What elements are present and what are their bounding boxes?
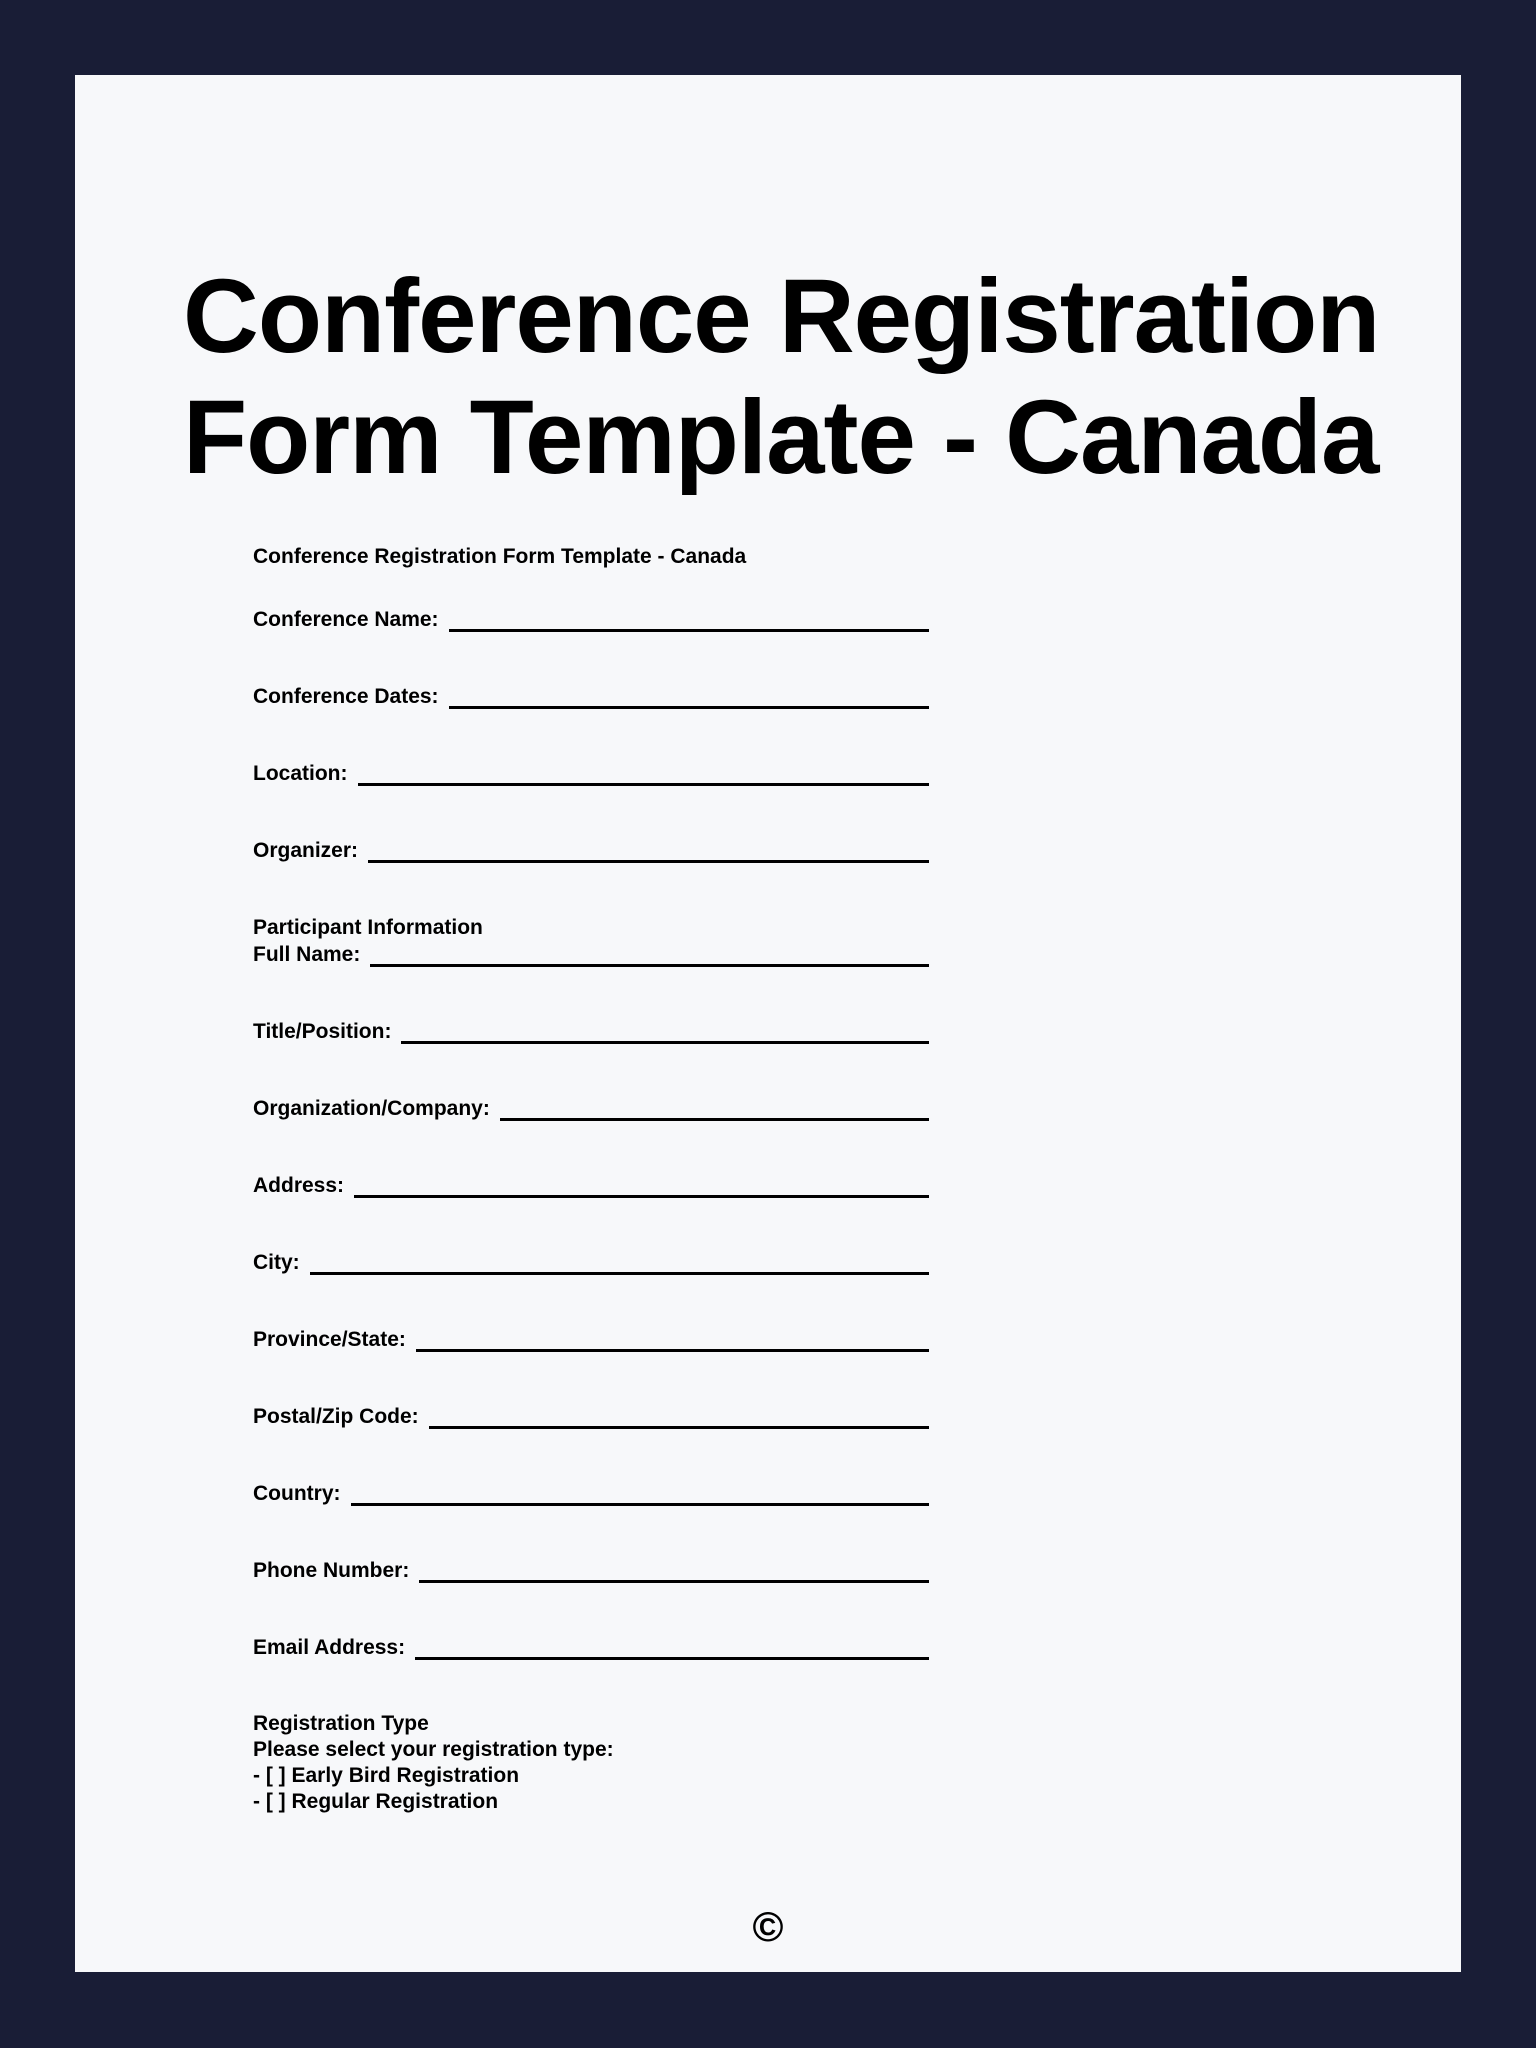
organizer-label: Organizer: bbox=[253, 839, 359, 862]
city-label: City: bbox=[253, 1251, 300, 1274]
registration-option-early-bird: - [ ] Early Bird Registration bbox=[253, 1764, 520, 1787]
email-address-fill-line bbox=[415, 1637, 929, 1660]
conference-dates-label: Conference Dates: bbox=[253, 685, 439, 708]
field-postal-zip-code bbox=[253, 1403, 929, 1430]
title-position-label: Title/Position: bbox=[253, 1020, 392, 1043]
field-address bbox=[253, 1172, 929, 1199]
conference-name-label: Conference Name: bbox=[253, 608, 439, 631]
field-title-position bbox=[253, 1018, 929, 1045]
full-name-label: Full Name: bbox=[253, 943, 361, 966]
copyright-icon: © bbox=[752, 1903, 784, 1950]
province-state-label: Province/State: bbox=[253, 1328, 406, 1351]
title-position-fill-line bbox=[401, 1021, 929, 1044]
field-city bbox=[253, 1249, 929, 1276]
registration-type-prompt: Please select your registration type: bbox=[253, 1738, 614, 1761]
registration-type-heading: Registration Type bbox=[253, 1712, 429, 1735]
location-label: Location: bbox=[253, 762, 348, 785]
field-conference-dates bbox=[253, 683, 929, 710]
postal-zip-code-fill-line bbox=[429, 1406, 929, 1429]
registration-type-section bbox=[253, 1711, 929, 1815]
province-state-fill-line bbox=[416, 1329, 929, 1352]
conference-name-fill-line bbox=[449, 609, 929, 632]
address-fill-line bbox=[354, 1175, 929, 1198]
participant-information-heading: Participant Information bbox=[253, 916, 483, 939]
field-email-address bbox=[253, 1634, 929, 1661]
country-fill-line bbox=[351, 1483, 930, 1506]
form-intro-heading: Conference Registration Form Template - Canada bbox=[253, 545, 747, 568]
field-organizer bbox=[253, 837, 929, 864]
form-body bbox=[253, 543, 929, 1815]
full-name-fill-line bbox=[370, 944, 929, 967]
location-fill-line bbox=[358, 763, 930, 786]
field-phone-number bbox=[253, 1557, 929, 1584]
conference-dates-fill-line bbox=[449, 686, 929, 709]
organization-company-fill-line bbox=[500, 1098, 929, 1121]
organization-company-label: Organization/Company: bbox=[253, 1097, 490, 1120]
phone-number-fill-line bbox=[419, 1560, 929, 1583]
registration-option-regular: - [ ] Regular Registration bbox=[253, 1790, 499, 1813]
city-fill-line bbox=[310, 1252, 929, 1275]
email-address-label: Email Address: bbox=[253, 1636, 406, 1659]
field-location bbox=[253, 760, 929, 787]
field-full-name bbox=[253, 941, 929, 968]
field-province-state bbox=[253, 1326, 929, 1353]
phone-number-label: Phone Number: bbox=[253, 1559, 410, 1582]
country-label: Country: bbox=[253, 1482, 341, 1505]
postal-zip-code-label: Postal/Zip Code: bbox=[253, 1405, 419, 1428]
field-organization-company bbox=[253, 1095, 929, 1122]
organizer-fill-line bbox=[368, 840, 929, 863]
address-label: Address: bbox=[253, 1174, 345, 1197]
field-country bbox=[253, 1480, 929, 1507]
page-title: Conference Registration Form Template - Canada bbox=[183, 258, 1380, 497]
document-page bbox=[75, 75, 1461, 1972]
field-conference-name bbox=[253, 606, 929, 633]
